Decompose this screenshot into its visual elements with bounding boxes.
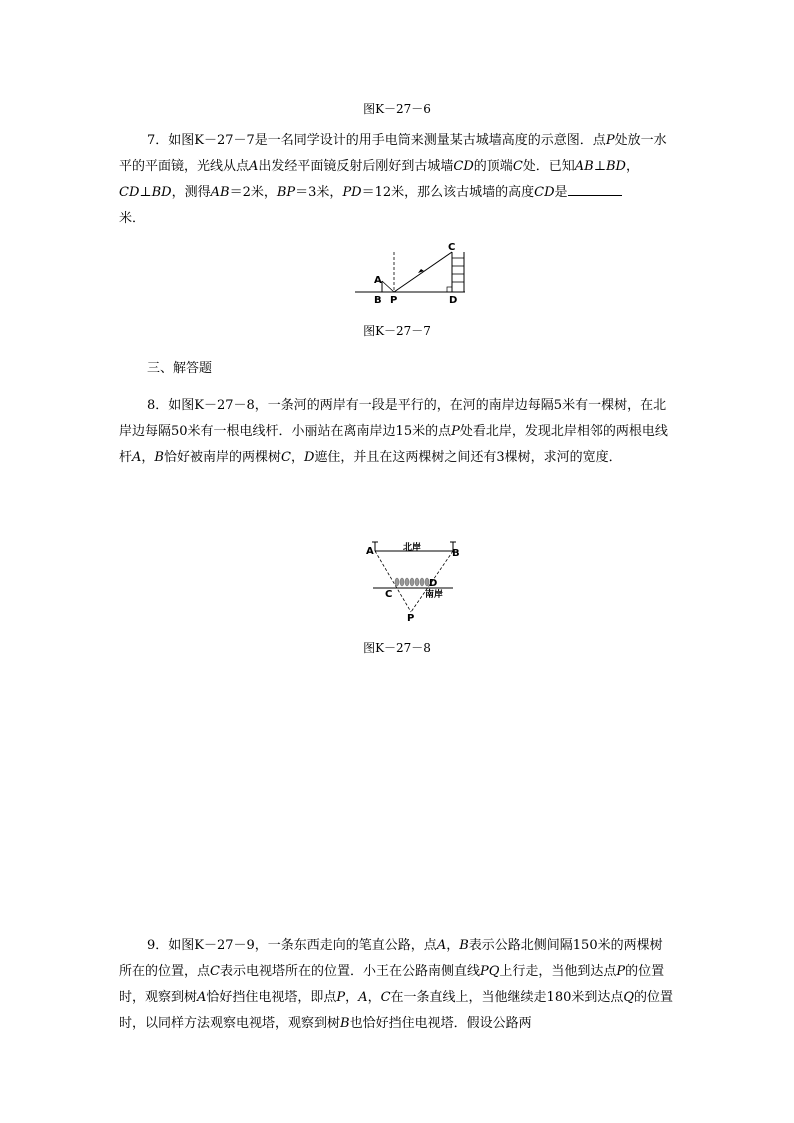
label-a: A <box>374 275 382 286</box>
q7-number: 7． <box>147 133 169 148</box>
label-c: C <box>385 589 393 600</box>
answer-blank[interactable] <box>568 183 622 196</box>
q8-number: 8． <box>147 398 169 413</box>
tree-icon <box>395 578 399 586</box>
label-p: P <box>407 613 415 624</box>
figure-7-caption: 图K－27－7 <box>363 324 431 338</box>
tree-icon <box>410 578 414 586</box>
right-angle-mark <box>447 287 452 292</box>
tree-icon <box>400 578 404 586</box>
figure-8-caption: 图K－27－8 <box>363 641 431 655</box>
figure-6-caption: 图K－27－6 <box>363 102 431 116</box>
label-a: A <box>366 546 374 557</box>
question-9: 9．如图K－27－9，一条东西走向的笔直公路，点A，B表示公路北侧间隔150米的两棵树所在的位置，点C表示电视塔所在的位置．小王在公路南侧直线PQ上行走，当他到达点P的位置时，观察到树A恰好挡住电视塔，即点P，A，C在一条直线上，当他继续走180米到达点Q的位置时，以同样方法观察电视塔，观察到树B也恰好挡住电视塔．假设公路两 <box>119 938 674 1031</box>
label-c: C <box>448 242 456 253</box>
label-d: D <box>449 295 458 306</box>
tree-icon <box>405 578 409 586</box>
light-ray-out <box>394 252 452 292</box>
figure-8-diagram <box>355 538 465 624</box>
trees-row <box>395 578 429 586</box>
figure-7-diagram <box>350 240 470 310</box>
label-p: P <box>390 295 398 306</box>
question-7: 7．如图K－27－7是一名同学设计的用手电筒来测量某古城墙高度的示意图．点P处放一水平的平面镜，光线从点A出发经平面镜反射后刚好到古城墙CD的顶端C处．已知AB⊥BD，CD⊥BD，测得AB＝2米，BP＝3米，PD＝12米，那么该古城墙的高度CD是 米． <box>119 133 667 226</box>
section-heading: 三、解答题 <box>147 361 213 376</box>
tree-icon <box>420 578 424 586</box>
label-b: B <box>374 295 382 306</box>
light-ray-in <box>382 281 394 292</box>
question-8: 8．如图K－27－8，一条河的两岸有一段是平行的，在河的南岸边每隔5米有一棵树，在北岸边每隔50米有一根电线杆．小丽站在离南岸边15米的点P处看北岸，发现北岸相邻的两根电线杆A，B恰好被南岸的两棵树C，D遮住，并且在这两棵树之间还有3棵树，求河的宽度． <box>119 398 668 465</box>
tree-icon <box>415 578 419 586</box>
label-b: B <box>452 548 460 559</box>
label-south-bank: 南岸 <box>425 590 444 600</box>
label-north-bank: 北岸 <box>403 543 422 553</box>
q9-number: 9． <box>147 938 169 953</box>
label-d: D <box>429 578 438 589</box>
